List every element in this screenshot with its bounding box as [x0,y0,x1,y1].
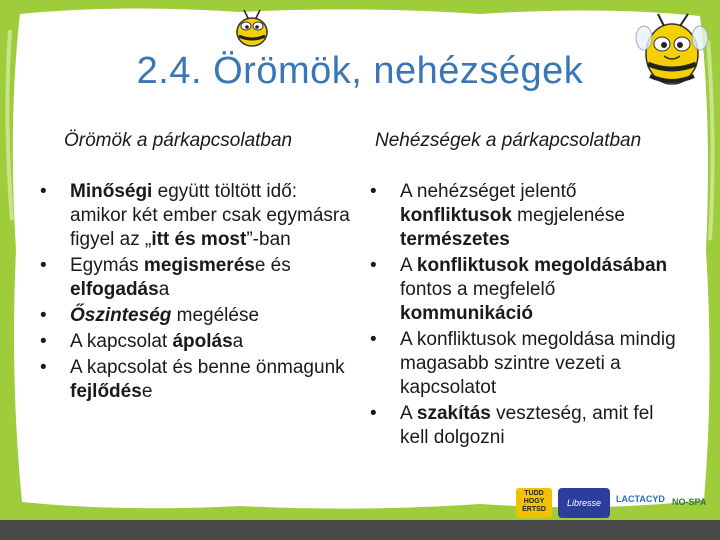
bullet-text-run: elfogadás [70,279,159,300]
sponsor-logos [512,488,712,520]
bullet-text-run: A nehézséget jelentő [400,181,577,202]
bullet-text-run: konfliktusok megoldásában [416,255,668,276]
bullet-text-run: veszteség, amit fel kell dolgozni [400,403,654,448]
bottom-bar [0,520,720,540]
bullet-text-run: szakítás [416,403,491,424]
bullet-text-run: A kapcsolat [70,331,173,352]
bullet-text-run: megjelenése [511,205,625,226]
bullet-text-run: Őszinteség [70,305,172,326]
bullet-text-run: fejlődés [70,381,142,402]
bullet-text-run: a [232,331,244,352]
bullet-item [362,254,682,326]
bullet-text-run: Egymás [70,255,144,276]
left-bullet-list [32,180,352,406]
lactacyd-logo: LACTACYD [616,494,665,504]
bullet-item [32,180,352,252]
bullet-text-run: fontos a megfelelő [400,279,556,300]
bullet-text-run: Minőségi [70,181,153,202]
bullet-item [362,328,682,400]
left-column-heading: Örömök a párkapcsolatban [64,130,293,151]
libresse-logo: Libresse [558,488,610,518]
right-bullet-list [362,180,682,452]
bullet-text-run: a [158,279,170,300]
right-column-heading: Nehézségek a párkapcsolatban [375,130,642,151]
bullet-text-run: A [400,255,417,276]
bullet-text-run: ápolás [172,331,233,352]
bullet-text-run: itt és most [151,229,247,250]
bullet-text-run: természetes [400,229,510,250]
nospa-logo: NO-SPA [672,497,707,507]
bullet-text-run: együtt töltött idő: amikor két ember csak egymásra figyel az „ [70,181,350,250]
bullet-item [362,180,682,252]
bullet-text-run: megismerés [143,255,255,276]
bullet-item [32,304,352,328]
bullet-item [32,254,352,302]
bullet-text-run: A konfliktusok megoldása mindig magasabb szintre vezeti a kapcsolatot [400,329,676,398]
bullet-item [32,356,352,404]
tudd-hogy-ertsd-logo: TUDD HOGY ÉRTSD [516,488,552,518]
bee-small-icon [228,4,276,52]
bullet-item [362,402,682,450]
bullet-text-run: konfliktusok [400,205,512,226]
bullet-text-run: ”-ban [246,229,291,250]
bullet-text-run: e és [254,255,291,276]
bullet-text-run: A kapcsolat és benne önmagunk [70,357,345,378]
bullet-text-run: A [400,403,417,424]
slide-title: 2.4. Örömök, nehézségek [136,50,584,92]
bullet-text-run: e [141,381,153,402]
bullet-text-run: megélése [171,305,260,326]
bullet-item [32,330,352,354]
bullet-text-run: kommunikáció [400,303,534,324]
